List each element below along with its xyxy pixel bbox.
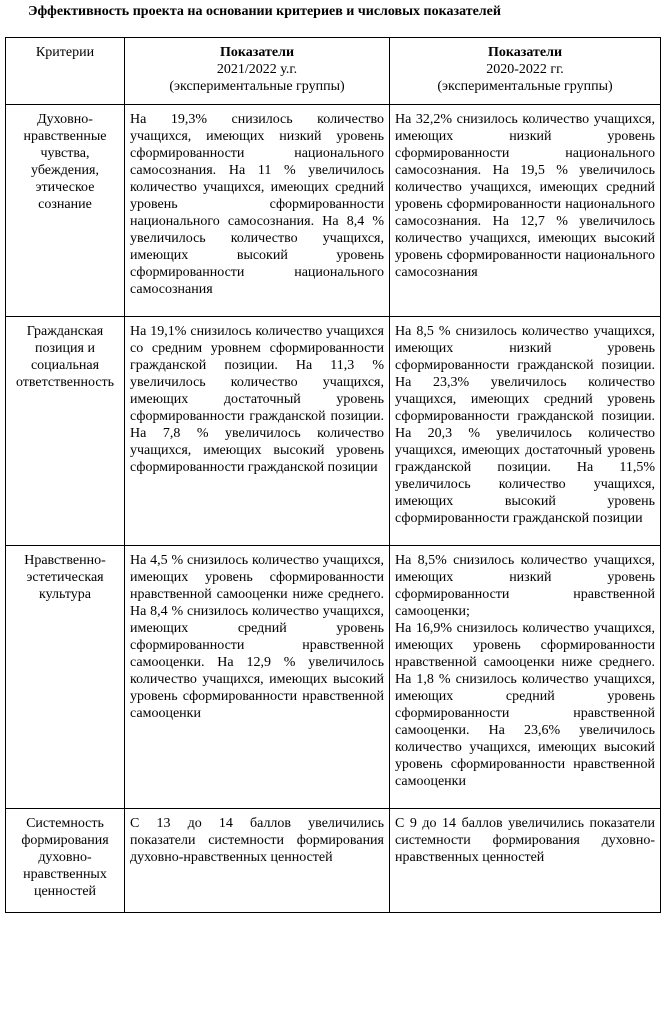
header-criteria — [6, 38, 125, 105]
criterion-cell: Гражданская позиция и социальная ответственность — [6, 317, 125, 546]
indicator-cell-2020-2022 — [390, 546, 661, 809]
indicator-cell-2020-2022: На 32,2% снизилось количество учащихся, имеющих низкий уровень сформированности национального самосознания. На 19,5 % увеличилось количество учащихся, имеющих средний уровень сформированности национального самосознания. На 12,7 % увеличилось количество учащихся, имеющих высокий уровень сформированности национального самосознания — [390, 105, 661, 317]
table-row — [6, 809, 661, 913]
indicator-cell-2021-2022: С 13 до 14 баллов увеличились показатели системности формирования духовно-нравственных ценностей — [125, 809, 390, 913]
indicator-paragraph: На 8,5% снизилось количество учащихся, имеющих низкий уровень сформированности нравственной самооценки; — [395, 553, 655, 619]
document-title: Эффективность проекта на основании критериев и числовых показателей — [28, 4, 501, 19]
indicator-cell-2020-2022: С 9 до 14 баллов увеличились показатели системности формирования духовно-нравственных ценностей — [390, 809, 661, 913]
table-row — [6, 317, 661, 546]
table-row — [6, 546, 661, 809]
header-col1-title: Показатели — [219, 45, 295, 60]
indicator-paragraph: На 16,9% снизилось количество учащихся, имеющих уровень сформированности нравственной самооценки ниже среднего. На 1,8 % снизилось количество учащихся, имеющих средний уровень сформированности нравственной самооценки. На 23,6% увеличилось количество учащихся, имеющих высокий уровень сформированности нравственной самооценки — [395, 621, 655, 789]
indicator-cell-2021-2022: На 4,5 % снизилось количество учащихся, имеющих уровень сформированности нравственной самооценки ниже среднего. На 8,4 % снизилось количество учащихся, имеющих средний уровень сформированности нравственной самооценки. На 12,9 % увеличилось количество учащихся, имеющих высокий уровень сформированности нравственной самооценки — [125, 546, 390, 809]
table-row — [6, 105, 661, 317]
criterion-cell: Духовно-нравственные чувства, убеждения, этическое сознание — [6, 105, 125, 317]
header-col2-group: (экспериментальные группы) — [437, 79, 613, 94]
indicator-cell-2020-2022: На 8,5 % снизилось количество учащихся, имеющих низкий уровень сформированности гражданской позиции. На 23,3% увеличилось количество учащихся, имеющих средний уровень сформированности гражданской позиции. На 20,3 % увеличилось количество учащихся, имеющих достаточный уровень гражданской позиции. На 11,5% увеличилось количество учащихся, имеющих высокий уровень сформированности гражданской позиции — [390, 317, 661, 546]
header-criteria-label: Критерии — [35, 45, 95, 60]
criterion-cell: Нравственно-эстетическая культура — [6, 546, 125, 809]
criterion-cell: Системность формирования духовно-нравственных ценностей — [6, 809, 125, 913]
header-col2-title: Показатели — [487, 45, 563, 60]
header-col1-period: 2021/2022 у.г. — [216, 62, 298, 77]
indicator-cell-2021-2022: На 19,3% снизилось количество учащихся, имеющих низкий уровень сформированности национального самосознания. На 11 % увеличилось количество учащихся, имеющих средний уровень сформированности национального самосознания. На 8,4 % увеличилось количество учащихся, имеющих высокий уровень сформированности национального самосознания — [125, 105, 390, 317]
indicator-cell-2021-2022: На 19,1% снизилось количество учащихся со средним уровнем сформированности гражданской позиции. На 11,3 % увеличилось количество учащихся, имеющих достаточный уровень сформированности гражданской позиции. На 7,8 % увеличилось количество учащихся, имеющих высокий уровень сформированности гражданской позиции — [125, 317, 390, 546]
header-col2-period: 2020-2022 гг. — [486, 62, 564, 77]
header-column-2021-2022 — [125, 38, 390, 105]
criteria-table — [5, 37, 661, 913]
header-col1-group: (экспериментальные группы) — [169, 79, 345, 94]
header-column-2020-2022 — [390, 38, 661, 105]
table-header-row — [6, 38, 661, 105]
